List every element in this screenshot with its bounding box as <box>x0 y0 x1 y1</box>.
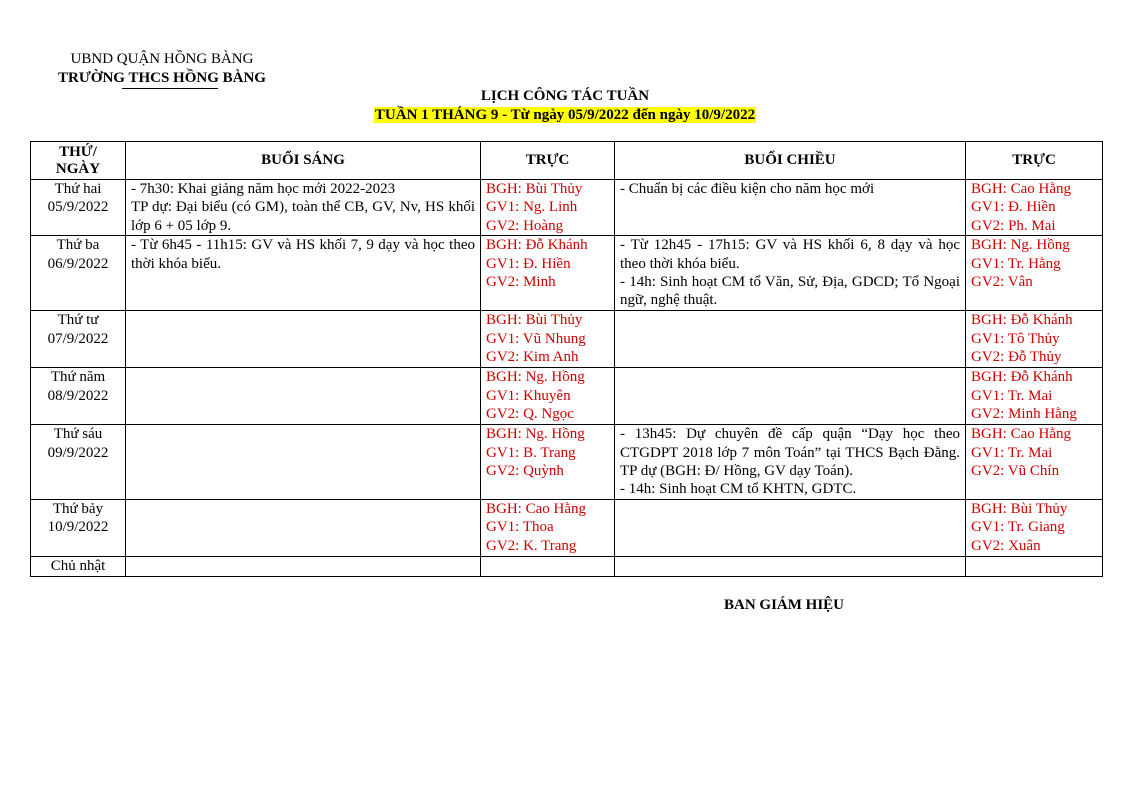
morning-activity: TP dự: Đại biểu (có GM), toàn thể CB, GV, Nv, HS khối lớp 6 + 05 lớp 9. <box>131 199 475 234</box>
morning-duty-cell <box>481 556 615 576</box>
morning-duty-cell <box>481 311 615 368</box>
duty-entry: GV2: Vũ Chín <box>971 463 1060 480</box>
day-name: Thứ tư <box>57 312 99 329</box>
duty-entry: BGH: Cao Hằng <box>971 181 1071 197</box>
afternoon-duty-cell <box>966 499 1103 556</box>
document-title: LỊCH CÔNG TÁC TUẦN <box>480 88 650 104</box>
morning-duty-cell <box>481 425 615 500</box>
day-cell <box>31 180 126 236</box>
duty-entry: BGH: Cao Hằng <box>971 426 1071 443</box>
day-cell <box>31 368 126 425</box>
schedule-table <box>30 141 1103 577</box>
afternoon-duty-cell <box>966 311 1103 368</box>
duty-entry: GV1: Ng. Linh <box>486 199 578 216</box>
col-header-duty-am: TRỰC <box>481 142 615 180</box>
duty-entry: BGH: Bùi Thủy <box>486 312 583 329</box>
duty-entry: GV1: Tr. Mai <box>971 444 1053 461</box>
day-cell <box>31 236 126 311</box>
organization-header <box>52 50 272 88</box>
table-row <box>31 236 1103 311</box>
day-cell <box>31 556 126 576</box>
afternoon-activities-cell <box>615 368 966 425</box>
morning-activities-cell <box>126 556 481 576</box>
duty-entry: GV2: Quỳnh <box>486 463 564 480</box>
duty-entry: GV2: Ph. Mai <box>971 217 1056 234</box>
duty-entry: BGH: Ng. Hồng <box>486 369 585 386</box>
afternoon-activities-cell <box>615 425 966 500</box>
duty-entry: BGH: Bùi Thủy <box>486 181 583 197</box>
duty-entry: GV2: Kim Anh <box>486 349 579 366</box>
afternoon-activity: - 14h: Sinh hoạt CM tổ Văn, Sử, Địa, GDCD; Tổ Ngoại ngữ, nghệ thuật. <box>620 274 960 309</box>
morning-activity: - Từ 6h45 - 11h15: GV và HS khối 7, 9 dạy và học theo thời khóa biểu. <box>131 237 475 272</box>
duty-entry: GV1: Đ. Hiền <box>971 199 1056 216</box>
afternoon-activity: - 14h: Sinh hoạt CM tổ KHTN, GDTC. <box>620 481 857 498</box>
afternoon-duty-cell <box>966 236 1103 311</box>
duty-entry: GV1: Tô Thủy <box>971 330 1060 347</box>
morning-duty-cell <box>481 180 615 236</box>
day-name: Thứ ba <box>56 237 100 254</box>
day-date: 05/9/2022 <box>47 199 109 216</box>
duty-entry: GV2: Hoàng <box>486 217 564 234</box>
day-cell <box>31 499 126 556</box>
morning-activities-cell <box>126 368 481 425</box>
table-row <box>31 499 1103 556</box>
col-header-duty-pm: TRỰC <box>966 142 1103 180</box>
day-name: Thứ sáu <box>53 426 103 443</box>
morning-duty-cell <box>481 499 615 556</box>
table-row <box>31 180 1103 236</box>
signature-block: BAN GIÁM HIỆU <box>724 597 845 613</box>
table-row <box>31 556 1103 576</box>
day-date: 07/9/2022 <box>47 330 109 347</box>
duty-entry: BGH: Bùi Thủy <box>971 500 1068 517</box>
morning-activities-cell <box>126 311 481 368</box>
afternoon-duty-cell <box>966 180 1103 236</box>
day-cell <box>31 311 126 368</box>
duty-entry: GV2: Vân <box>971 274 1033 291</box>
duty-entry: GV1: Thoa <box>486 519 554 536</box>
morning-activities-cell <box>126 499 481 556</box>
afternoon-activities-cell <box>615 236 966 311</box>
duty-entry: BGH: Đỗ Khánh <box>486 237 588 254</box>
afternoon-duty-cell <box>966 425 1103 500</box>
day-date: 09/9/2022 <box>47 444 109 461</box>
day-cell <box>31 425 126 500</box>
duty-entry: BGH: Đỗ Khánh <box>971 312 1073 329</box>
duty-entry: GV2: Q. Ngọc <box>486 406 574 423</box>
duty-entry: BGH: Ng. Hồng <box>486 426 585 443</box>
document-subtitle <box>0 106 1130 124</box>
day-date: 06/9/2022 <box>47 255 109 272</box>
duty-entry: BGH: Cao Hằng <box>486 500 586 517</box>
school-name: TRƯỜNG THCS HỒNG BÀNG <box>58 70 266 86</box>
table-header-row <box>31 142 1103 180</box>
duty-entry: BGH: Đỗ Khánh <box>971 369 1073 386</box>
week-range-highlight: TUẦN 1 THÁNG 9 - Từ ngày 05/9/2022 đến ngày 10/9/2022 <box>374 107 756 123</box>
afternoon-duty-cell <box>966 556 1103 576</box>
table-row <box>31 368 1103 425</box>
duty-entry: GV1: Tr. Hằng <box>971 255 1061 272</box>
duty-entry: GV1: Vũ Nhung <box>486 330 586 347</box>
morning-activities-cell <box>126 180 481 236</box>
afternoon-activity: - 13h45: Dự chuyên đề cấp quận “Dạy học theo CTGDPT 2018 lớp 7 môn Toán” tại THCS Bạch Đằng. TP dự (BGH: Đ/ Hồng, GV dạy Toán). <box>620 426 960 480</box>
afternoon-activities-cell <box>615 499 966 556</box>
afternoon-duty-cell <box>966 368 1103 425</box>
col-header-day: THỨ/ NGÀY <box>31 142 126 180</box>
district-name: UBND QUẬN HỒNG BÀNG <box>70 51 254 67</box>
duty-entry: GV1: B. Trang <box>486 444 576 461</box>
duty-entry: GV2: K. Trang <box>486 537 577 554</box>
day-name: Thứ năm <box>50 369 106 386</box>
morning-activities-cell <box>126 236 481 311</box>
duty-entry: GV2: Minh <box>486 274 556 291</box>
col-header-morning: BUỔI SÁNG <box>126 142 481 180</box>
duty-entry: GV2: Minh Hằng <box>971 406 1077 423</box>
day-name: Chủ nhật <box>50 557 106 574</box>
day-date: 10/9/2022 <box>47 519 109 536</box>
morning-activity: - 7h30: Khai giảng năm học mới 2022-2023 <box>131 181 396 197</box>
duty-entry: GV1: Tr. Giang <box>971 519 1065 536</box>
day-name: Thứ bảy <box>52 500 104 517</box>
duty-entry: BGH: Ng. Hồng <box>971 237 1070 254</box>
duty-entry: GV1: Tr. Mai <box>971 387 1053 404</box>
afternoon-activity: - Chuẩn bị các điều kiện cho năm học mới <box>620 181 875 197</box>
afternoon-activity: - Từ 12h45 - 17h15: GV và HS khối 6, 8 dạy và học theo thời khóa biểu. <box>620 237 960 272</box>
duty-entry: GV2: Đỗ Thủy <box>971 349 1062 366</box>
duty-entry: GV1: Đ. Hiền <box>486 255 571 272</box>
duty-entry: GV2: Xuân <box>971 537 1041 554</box>
morning-duty-cell <box>481 236 615 311</box>
duty-entry: GV1: Khuyên <box>486 387 571 404</box>
afternoon-activities-cell <box>615 180 966 236</box>
col-header-afternoon: BUỔI CHIỀU <box>615 142 966 180</box>
afternoon-activities-cell <box>615 556 966 576</box>
day-date: 08/9/2022 <box>47 387 109 404</box>
day-name: Thứ hai <box>54 181 102 197</box>
afternoon-activities-cell <box>615 311 966 368</box>
morning-activities-cell <box>126 425 481 500</box>
morning-duty-cell <box>481 368 615 425</box>
table-row <box>31 425 1103 500</box>
table-row <box>31 311 1103 368</box>
